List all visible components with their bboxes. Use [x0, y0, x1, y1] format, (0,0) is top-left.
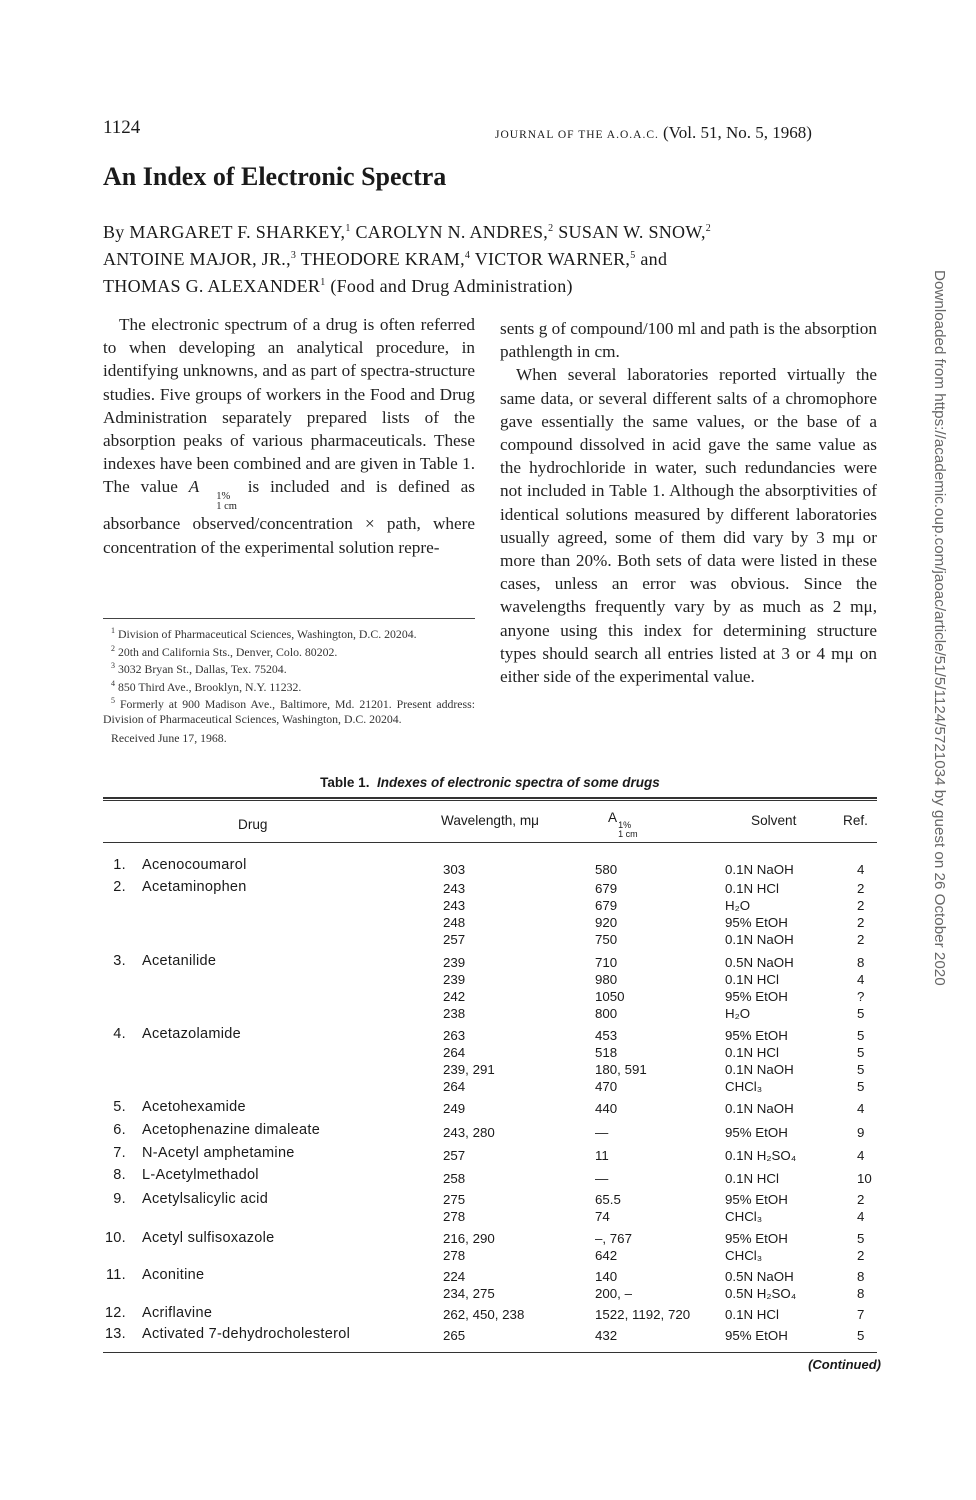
table-top-rule-inner [103, 800, 877, 801]
author-affiliation-mark: 1 [320, 277, 326, 288]
cell-ref: 2 [857, 881, 865, 896]
drug-name: Acetyl sulfisoxazole [142, 1230, 275, 1246]
cell-solvent: 95% EtOH [725, 1231, 788, 1246]
cell-ref: 2 [857, 915, 865, 930]
cell-ref: 7 [857, 1307, 865, 1322]
cell-absorptivity: 440 [595, 1101, 618, 1116]
cell-wavelength: 265 [443, 1328, 466, 1343]
cell-solvent: 0.1N HCl [725, 881, 779, 896]
col-header-solvent: Solvent [751, 813, 797, 828]
cell-wavelength: 239 [443, 955, 466, 970]
cell-wavelength: 239, 291 [443, 1062, 495, 1077]
author [355, 222, 558, 242]
absorptivity-symbol: A [188, 477, 200, 497]
cell-solvent: 95% EtOH [725, 1192, 788, 1207]
cell-wavelength: 243 [443, 881, 466, 896]
cell-solvent: H₂O [725, 1006, 751, 1021]
drug-name: Acetylsalicylic acid [142, 1191, 269, 1207]
cell-absorptivity: 200, – [595, 1286, 632, 1301]
drug-name: Acriflavine [142, 1305, 213, 1321]
drug-name: Acetophenazine dimaleate [142, 1122, 321, 1138]
cell-ref: 4 [857, 862, 865, 877]
cell-solvent: 0.1N NaOH [725, 862, 794, 877]
author-affiliation-mark: 4 [464, 250, 471, 261]
cell-ref: 2 [857, 932, 865, 947]
cell-solvent: H₂O [725, 898, 751, 913]
author-separator: and [635, 249, 668, 269]
footnote [103, 694, 475, 726]
footnote-text: Formerly at 900 Madison Ave., Baltimore, Md. 21201. Present address: Division of Pharmaceutical Sciences, Washington, D.C. 20204. [103, 696, 475, 726]
cell-wavelength: 216, 290 [443, 1231, 495, 1246]
cell-wavelength: 239 [443, 972, 466, 987]
table-caption-text: Indexes of electronic spectra of some drugs [376, 775, 660, 790]
absorptivity-header-main: A [608, 810, 618, 825]
cell-solvent: 95% EtOH [725, 1328, 788, 1343]
cell-wavelength: 263 [443, 1028, 466, 1043]
paragraph [103, 313, 475, 559]
cell-wavelength: 257 [443, 1148, 466, 1163]
row-number: 12. [104, 1305, 126, 1321]
cell-wavelength: 238 [443, 1006, 466, 1021]
author-affiliation-mark: 3 [290, 250, 297, 261]
cell-ref: 4 [857, 1148, 865, 1163]
row-number: 2. [113, 879, 126, 895]
author-prefix: By [103, 222, 130, 242]
cell-wavelength: 242 [443, 989, 466, 1004]
table-top-rule [103, 797, 877, 799]
drug-name: Acetohexamide [142, 1099, 246, 1115]
cell-absorptivity: 470 [595, 1079, 618, 1094]
cell-wavelength: 248 [443, 915, 466, 930]
cell-wavelength: 234, 275 [443, 1286, 495, 1301]
footnote-text: 3032 Bryan St., Dallas, Tex. 75204. [117, 661, 287, 676]
cell-wavelength: 224 [443, 1269, 466, 1284]
cell-ref: 5 [857, 1006, 865, 1021]
running-head-journal: JOURNAL OF THE A.O.A.C. [495, 129, 659, 141]
drug-name: Acetazolamide [142, 1026, 242, 1042]
cell-solvent: 0.5N NaOH [725, 955, 794, 970]
row-number: 7. [113, 1145, 126, 1161]
paragraph: sents g of compound/100 ml and path is the absorption pathlength in cm. [500, 319, 877, 362]
table-header-rule [103, 842, 877, 843]
cell-wavelength: 264 [443, 1045, 466, 1060]
body-column-left [103, 313, 475, 559]
cell-wavelength: 243, 280 [443, 1125, 495, 1140]
cell-solvent: 0.1N NaOH [725, 1101, 794, 1116]
author [301, 249, 475, 269]
cell-absorptivity: 65.5 [595, 1192, 621, 1207]
cell-absorptivity: — [595, 1125, 609, 1140]
author-affiliation-mark: 2 [548, 223, 554, 234]
row-number: 5. [113, 1099, 126, 1115]
author-affiliation-mark: 2 [705, 223, 712, 234]
paragraph: When several laboratories reported virtually the same data, or several different salts of a chromophore gave essentially the same values, or the base of a compound dissolved in acid gave the same value as the hydrochloride in water, such redundancies were not included in Table 1. Although the absorptivities of identical solutions measured by different laboratories usually agreed, some of them did vary by 3 mμ or more than 20%. Both sets of data were listed in these cases, unless an error was obvious. Since the wavelengths frequently vary by as much as 2 mμ, anyone using this index for determining structure types should search all entries listed at 3 or 4 mμ on either side of the experimental value. [500, 365, 877, 687]
cell-solvent: 0.1N HCl [725, 1307, 779, 1322]
absorptivity-indices [200, 492, 237, 512]
cell-solvent: 0.1N HCl [725, 972, 779, 987]
cell-absorptivity: 920 [595, 915, 618, 930]
footnote-text: 20th and California Sts., Denver, Colo. 80202. [117, 644, 338, 659]
row-number: 13. [104, 1326, 126, 1342]
footnote [103, 677, 475, 695]
col-header-ref: Ref. [843, 813, 868, 828]
footnote-mark: 3 [111, 661, 115, 671]
cell-absorptivity: 518 [595, 1045, 618, 1060]
cell-absorptivity: 710 [595, 955, 618, 970]
row-number: 3. [113, 953, 126, 969]
author-affiliation-mark: 1 [345, 223, 351, 234]
author [558, 222, 711, 242]
cell-solvent: 0.1N HCl [725, 1171, 779, 1186]
page-number: 1124 [103, 117, 141, 138]
author-name: MARGARET F. SHARKEY, [129, 222, 346, 242]
cell-absorptivity: 11 [595, 1148, 609, 1163]
footnote-text: 850 Third Ave., Brooklyn, N.Y. 11232. [117, 679, 302, 694]
cell-ref: 10 [857, 1171, 872, 1186]
row-number: 11. [106, 1267, 126, 1283]
cell-solvent: 0.5N NaOH [725, 1269, 794, 1284]
author-name: VICTOR WARNER, [474, 249, 631, 269]
running-head-volume: (Vol. 51, No. 5, 1968) [663, 123, 812, 142]
received-date: Received June 17, 1968. [111, 731, 227, 746]
cell-absorptivity: 74 [595, 1209, 610, 1224]
row-number: 6. [113, 1122, 126, 1138]
text-run: The electronic spectrum of a drug is often referred to when developing an analytical procedure, in identifying unknowns, and as part of spectra-structure studies. Five groups of workers in the Food and Drug Administration separately prepared lists of the absorption peaks of various pharmaceuticals. These indexes have been combined and are given in Table 1. The value [103, 315, 475, 497]
cell-absorptivity: 140 [595, 1269, 618, 1284]
author-list [103, 217, 863, 298]
col-header-wavelength: Wavelength, mμ [441, 813, 539, 828]
cell-absorptivity: 432 [595, 1328, 618, 1343]
author-affiliation-mark: 5 [630, 250, 636, 261]
cell-absorptivity: 453 [595, 1028, 618, 1043]
cell-solvent: 0.5N H₂SO₄ [725, 1286, 797, 1301]
watermark-svg [926, 270, 956, 1150]
footnote [103, 642, 475, 660]
drug-name: Acenocoumarol [142, 857, 247, 873]
cell-ref: 5 [857, 1028, 865, 1043]
absorptivity-header-indices [618, 821, 638, 839]
author [103, 222, 355, 242]
cell-solvent: 0.1N NaOH [725, 932, 794, 947]
author-name: CAROLYN N. ANDRES, [355, 222, 549, 242]
cell-absorptivity: 642 [595, 1248, 618, 1263]
cell-ref: 5 [857, 1062, 865, 1077]
cell-wavelength: 243 [443, 898, 466, 913]
drug-name: Aconitine [142, 1267, 205, 1283]
author-name: SUSAN W. SNOW, [558, 222, 706, 242]
cell-absorptivity: 1522, 1192, 720 [595, 1307, 691, 1322]
cell-ref: 5 [857, 1328, 865, 1343]
cell-absorptivity: 1050 [595, 989, 625, 1004]
cell-absorptivity: –, 767 [595, 1231, 632, 1246]
cell-wavelength: 249 [443, 1101, 466, 1116]
cell-ref: 8 [857, 1286, 865, 1301]
drug-name: L-Acetylmethadol [142, 1167, 259, 1183]
cell-wavelength: 303 [443, 862, 466, 877]
footnote-mark: 2 [111, 643, 115, 653]
cell-wavelength: 275 [443, 1192, 466, 1207]
cell-ref: 5 [857, 1045, 865, 1060]
cell-ref: 4 [857, 1101, 865, 1116]
cell-ref: 2 [857, 898, 865, 913]
drug-name: Acetanilide [142, 953, 217, 969]
cell-solvent: 0.1N NaOH [725, 1062, 794, 1077]
cell-solvent: 95% EtOH [725, 989, 788, 1004]
cell-absorptivity: 679 [595, 881, 618, 896]
cell-wavelength: 278 [443, 1248, 466, 1263]
cell-solvent: 0.1N H₂SO₄ [725, 1148, 797, 1163]
author-name: THEODORE KRAM, [300, 249, 465, 269]
author [475, 249, 668, 269]
cell-absorptivity: 679 [595, 898, 618, 913]
cell-wavelength: 257 [443, 932, 466, 947]
cell-ref: 8 [857, 955, 865, 970]
footnote-text: Division of Pharmaceutical Sciences, Washington, D.C. 20204. [117, 626, 417, 641]
col-header-absorptivity [608, 810, 638, 839]
cell-solvent: 95% EtOH [725, 1028, 788, 1043]
watermark-text: Downloaded from https://academic.oup.com/jaoac/article/51/5/1124/5721034 by guest on 26 October 2020 [931, 270, 948, 986]
cell-absorptivity: 980 [595, 972, 618, 987]
row-number: 1. [113, 857, 126, 873]
footnote-mark: 1 [111, 626, 115, 635]
cell-absorptivity: 580 [595, 862, 618, 877]
running-head [495, 123, 812, 143]
download-watermark [926, 270, 956, 1150]
footnote-rule [103, 618, 475, 619]
row-number: 4. [113, 1026, 126, 1042]
cell-wavelength: 278 [443, 1209, 466, 1224]
row-number: 9. [113, 1191, 126, 1207]
footnote [103, 624, 475, 642]
cell-solvent: CHCl₃ [725, 1079, 763, 1094]
author-name: ANTOINE MAJOR, JR., [103, 249, 291, 269]
author [103, 276, 573, 296]
cell-wavelength: 258 [443, 1171, 466, 1186]
drug-name: Activated 7-dehydrocholesterol [142, 1326, 351, 1342]
absorptivity-header-sub: 1 cm [618, 829, 638, 839]
body-column-right [500, 317, 877, 688]
cell-solvent: CHCl₃ [725, 1209, 763, 1224]
cell-wavelength: 264 [443, 1079, 466, 1094]
continued-note: (Continued) [808, 1357, 881, 1372]
cell-ref: 5 [857, 1079, 865, 1094]
cell-ref: 8 [857, 1269, 865, 1284]
footnotes [103, 624, 475, 746]
cell-wavelength: 262, 450, 238 [443, 1307, 525, 1322]
table-caption-label: Table 1. [320, 775, 370, 790]
author [103, 249, 301, 269]
cell-ref: ? [857, 989, 865, 1004]
absorptivity-sub: 1 cm [216, 501, 237, 513]
cell-ref: 4 [857, 1209, 865, 1224]
author-name: THOMAS G. ALEXANDER [103, 276, 321, 296]
table-caption [103, 775, 877, 790]
cell-absorptivity: 800 [595, 1006, 618, 1021]
col-header-drug: Drug [238, 817, 268, 832]
footnote [103, 659, 475, 677]
cell-ref: 5 [857, 1231, 865, 1246]
table-bottom-rule [103, 1352, 877, 1353]
absorptivity-header-sup: 1% [618, 820, 632, 830]
author-separator: (Food and Drug Administration) [325, 276, 573, 296]
footnote-mark: 5 [111, 696, 115, 706]
cell-ref: 2 [857, 1192, 865, 1207]
drug-name: N-Acetyl amphetamine [142, 1145, 295, 1161]
cell-ref: 4 [857, 972, 865, 987]
absorptivity-sup: 1% [216, 491, 231, 503]
cell-solvent: 0.1N HCl [725, 1045, 779, 1060]
article-title: An Index of Electronic Spectra [103, 162, 447, 191]
cell-ref: 9 [857, 1125, 865, 1140]
row-number: 10. [104, 1230, 126, 1246]
row-number: 8. [113, 1167, 126, 1183]
cell-solvent: CHCl₃ [725, 1248, 763, 1263]
drug-name: Acetaminophen [142, 879, 247, 895]
footnote-mark: 4 [111, 678, 115, 688]
text-run: is included and is defined as absorbance observed/concentration × path, where concentration of the experimental solution repre- [103, 477, 475, 557]
cell-solvent: 95% EtOH [725, 915, 788, 930]
cell-ref: 2 [857, 1248, 865, 1263]
cell-solvent: 95% EtOH [725, 1125, 788, 1140]
cell-absorptivity: 180, 591 [595, 1062, 647, 1077]
cell-absorptivity: — [595, 1171, 609, 1186]
cell-absorptivity: 750 [595, 932, 618, 947]
